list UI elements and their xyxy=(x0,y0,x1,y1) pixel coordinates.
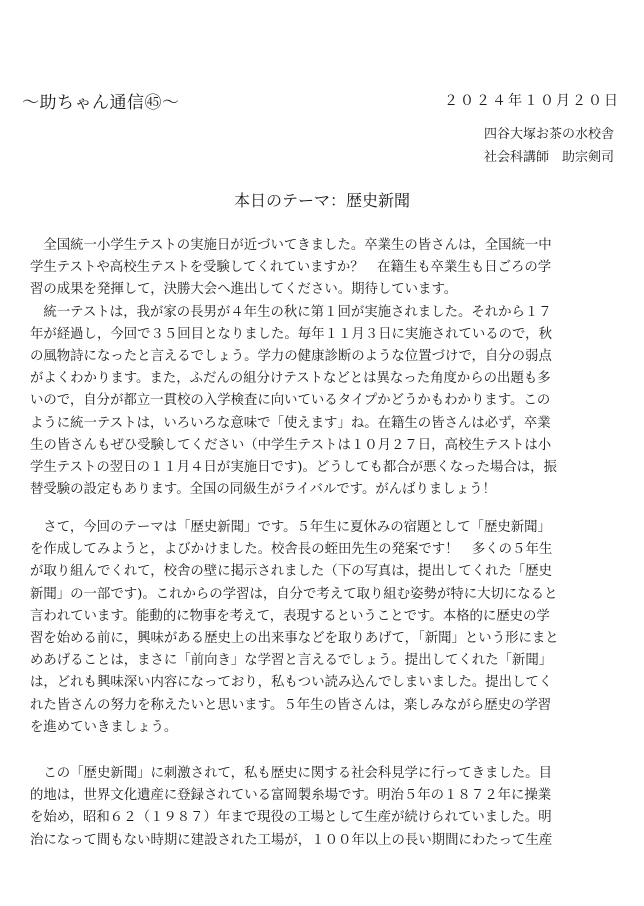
text-line: 言われています。能動的に物事を考えて，表現するということです。本格的に歴史の学 xyxy=(30,608,550,624)
text-line: 学生テストの翌日の１１月４日が実施日です)。どうしても都合が悪くなった場合は，振 xyxy=(30,459,557,475)
text-line: いので，自分が都立一貫校の入学検査に向いているタイプかどうかもわかります。この xyxy=(30,393,551,409)
paragraph-section-3 xyxy=(30,763,620,852)
author-line: 社会科講師 助宗剣司 xyxy=(483,150,614,165)
text-line: を始め，昭和６２（１９８７）年まで現役の工場として生産が続けられていました。明 xyxy=(30,810,552,826)
text-line: を作成してみようと，よびかけました。校舎長の蛭田先生の発案です！ 多くの５年生 xyxy=(30,542,553,558)
theme-heading: 本日のテーマ：歴史新聞 xyxy=(233,191,410,210)
text-line: は，どれも興味深い内容になっており，私もつい読み込んでしまいました。提出してく xyxy=(30,675,553,691)
text-line: れた皆さんの努力を称えたいと思います。５年生の皆さんは，楽しみながら歴史の学習 xyxy=(30,697,552,713)
text-line: を進めていきましょう。 xyxy=(30,719,178,735)
text-line: 新聞」の一部です)。これからの学習は，自分で考えて取り組む姿勢が特に大切になると xyxy=(30,586,558,602)
text-line: めあげることは，まさに「前向き」な学習と言えるでしょう。提出してくれた「新聞」 xyxy=(30,653,553,669)
paragraph-section-2 xyxy=(30,517,620,739)
text-line: 年が経過し，今回で３５回目となりました。毎年１１月３日に実施されているので，秋 xyxy=(30,326,552,342)
text-line: さて，今回のテーマは「歴史新聞」です。５年生に夏休みの宿題として「歴史新聞」 xyxy=(30,520,551,535)
text-line: 習を始める前に，興味がある歴史上の出来事などを取りあげて，「新聞」という形にまと xyxy=(30,630,559,646)
text-line: 的地は，世界文化遺産に登録されている富岡製糸場です。明治５年の１８７２年に操業 xyxy=(30,788,552,804)
text-line: 統一テストは，我が家の長男が４年生の秋に第１回が実施されました。それから１７ xyxy=(30,304,552,320)
paragraph-section-1 xyxy=(30,235,620,501)
text-line: ように統一テストは，いろいろな意味で「使えます」ね。在籍生の皆さんは必ず，卒業 xyxy=(30,415,551,431)
text-line: の風物詩になったと言えるでしょう。学力の健康診断のような位置づけで，自分の弱点 xyxy=(30,348,552,364)
text-line: 全国統一小学生テストの実施日が近づいてきました。卒業生の皆さんは，全国統一中 xyxy=(30,238,552,253)
text-line: 治になって間もない時期に建設された工場が，１００年以上の長い期間にわたって生産 xyxy=(30,832,553,848)
text-line: 習の成果を発揮して，決勝大会へ進出してください。期待しています。 xyxy=(30,282,458,298)
newsletter-title: 〜助ちゃん通信㊺〜 xyxy=(22,93,180,113)
issue-date: ２０２４年１０月２０日 xyxy=(444,93,620,109)
text-line: この「歴史新聞」に刺激されて，私も歴史に関する社会科見学に行ってきました。目 xyxy=(30,766,552,781)
text-line: 学生テストや高校生テストを受験してくれていますか？ 在籍生も卒業生も日ごろの学 xyxy=(30,260,552,276)
text-line: が取り組んでくれて，校舎の壁に掲示されました（下の写真は，提出してくれた「歴史 xyxy=(30,564,552,580)
text-line: 生の皆さんもぜひ受験してください（中学生テストは１０月２７日，高校生テストは小 xyxy=(30,437,552,453)
text-line: がよくわかります。また，ふだんの組分けテストなどとは異なった角度からの出題も多 xyxy=(30,371,551,387)
school-name: 四谷大塚お茶の水校舎 xyxy=(483,127,614,142)
text-line: 替受験の設定もあります。全国の同級生がライバルです。がんばりましょう！ xyxy=(30,482,496,498)
